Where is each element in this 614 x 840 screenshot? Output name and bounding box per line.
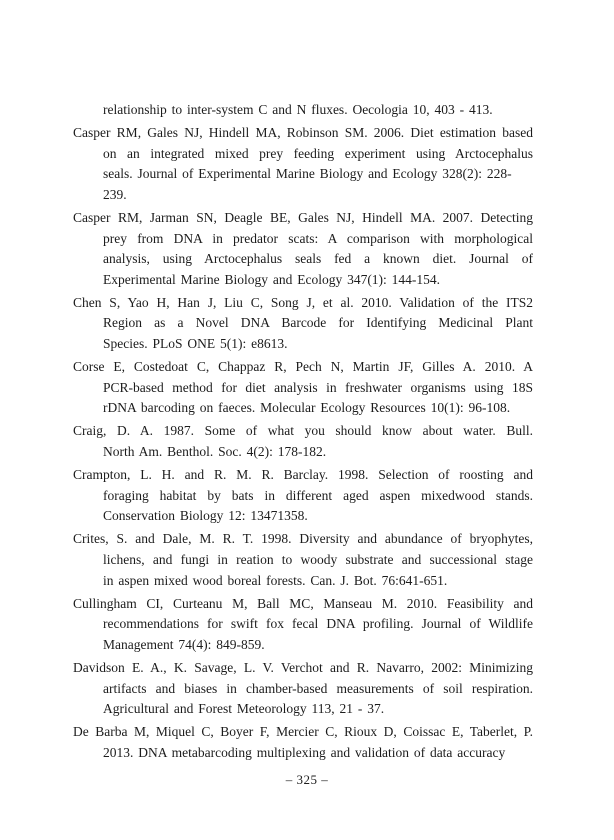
reference-line: Conservation Biology 12: 13471358.: [103, 508, 308, 524]
reference-entry: [73, 529, 533, 591]
reference-line: Crampton, L. H. and R. M. R. Barclay. 1998. Selection of roosting and: [73, 467, 533, 483]
reference-line: Region as a Novel DNA Barcode for Identifying Medicinal Plant: [103, 315, 533, 331]
reference-line: Agricultural and Forest Meteorology 113, 21 - 37.: [103, 701, 385, 717]
reference-line: Casper RM, Jarman SN, Deagle BE, Gales NJ, Hindell MA. 2007. Detecting: [73, 209, 533, 225]
reference-line: prey from DNA in predator scats: A comparison with morphological: [103, 230, 533, 246]
reference-line: rDNA barcoding on faeces. Molecular Ecology Resources 10(1): 96-108.: [103, 400, 511, 416]
reference-line: foraging habitat by bats in different aged aspen mixedwood stands.: [103, 487, 533, 503]
reference-line: Corse E, Costedoat C, Chappaz R, Pech N, Martin JF, Gilles A. 2010. A: [73, 359, 533, 375]
reference-line: Craig, D. A. 1987. Some of what you should know about water. Bull.: [73, 423, 533, 439]
reference-line: Species. PLoS ONE 5(1): e8613.: [103, 336, 288, 352]
reference-line: in aspen mixed wood boreal forests. Can. J. Bot. 76:641-651.: [103, 572, 448, 588]
reference-entry: [73, 123, 533, 205]
reference-line: PCR-based method for diet analysis in freshwater organisms using 18S: [103, 379, 533, 395]
reference-line: Cullingham CI, Curteanu M, Ball MC, Manseau M. 2010. Feasibility and: [73, 595, 533, 611]
reference-entry: [73, 465, 533, 527]
reference-line: Experimental Marine Biology and Ecology 347(1): 144-154.: [103, 271, 441, 287]
reference-line: on an integrated mixed prey feeding experiment using Arctocephalus: [103, 145, 533, 161]
reference-entry: [73, 357, 533, 419]
reference-entry: [73, 594, 533, 656]
reference-entry: [73, 722, 533, 763]
reference-line: artifacts and biases in chamber-based measurements of soil respiration.: [103, 680, 533, 696]
reference-continuation: [73, 100, 533, 121]
reference-line: Management 74(4): 849-859.: [103, 636, 265, 652]
reference-line: Davidson E. A., K. Savage, L. V. Verchot and R. Navarro, 2002: Minimizing: [73, 659, 533, 675]
reference-line: lichens, and fungi in reation to woody substrate and successional stage: [103, 551, 533, 567]
reference-entry: [73, 208, 533, 290]
reference-entry: [73, 421, 533, 462]
reference-line: Chen S, Yao H, Han J, Liu C, Song J, et al. 2010. Validation of the ITS2: [73, 294, 533, 310]
reference-line: North Am. Benthol. Soc. 4(2): 178-182.: [103, 444, 327, 459]
reference-line: 2013. DNA metabarcoding multiplexing and validation of data accuracy: [103, 744, 506, 760]
reference-line: De Barba M, Miquel C, Boyer F, Mercier C, Rioux D, Coissac E, Taberlet, P.: [73, 724, 533, 740]
page-number: – 325 –: [285, 772, 329, 787]
reference-entry: [73, 293, 533, 355]
reference-line: relationship to inter-system C and N fluxes. Oecologia 10, 403 - 413.: [103, 102, 493, 117]
reference-entry: [73, 658, 533, 720]
reference-line: Crites, S. and Dale, M. R. T. 1998. Diversity and abundance of bryophytes,: [73, 531, 533, 547]
reference-line: analysis, using Arctocephalus seals fed a known diet. Journal of: [103, 251, 533, 267]
reference-line: seals. Journal of Experimental Marine Biology and Ecology 328(2): 228-239.: [103, 166, 512, 202]
reference-line: recommendations for swift fox fecal DNA profiling. Journal of Wildlife: [103, 616, 533, 632]
reference-list: [73, 100, 533, 766]
reference-line: Casper RM, Gales NJ, Hindell MA, Robinson SM. 2006. Diet estimation based: [73, 125, 533, 141]
